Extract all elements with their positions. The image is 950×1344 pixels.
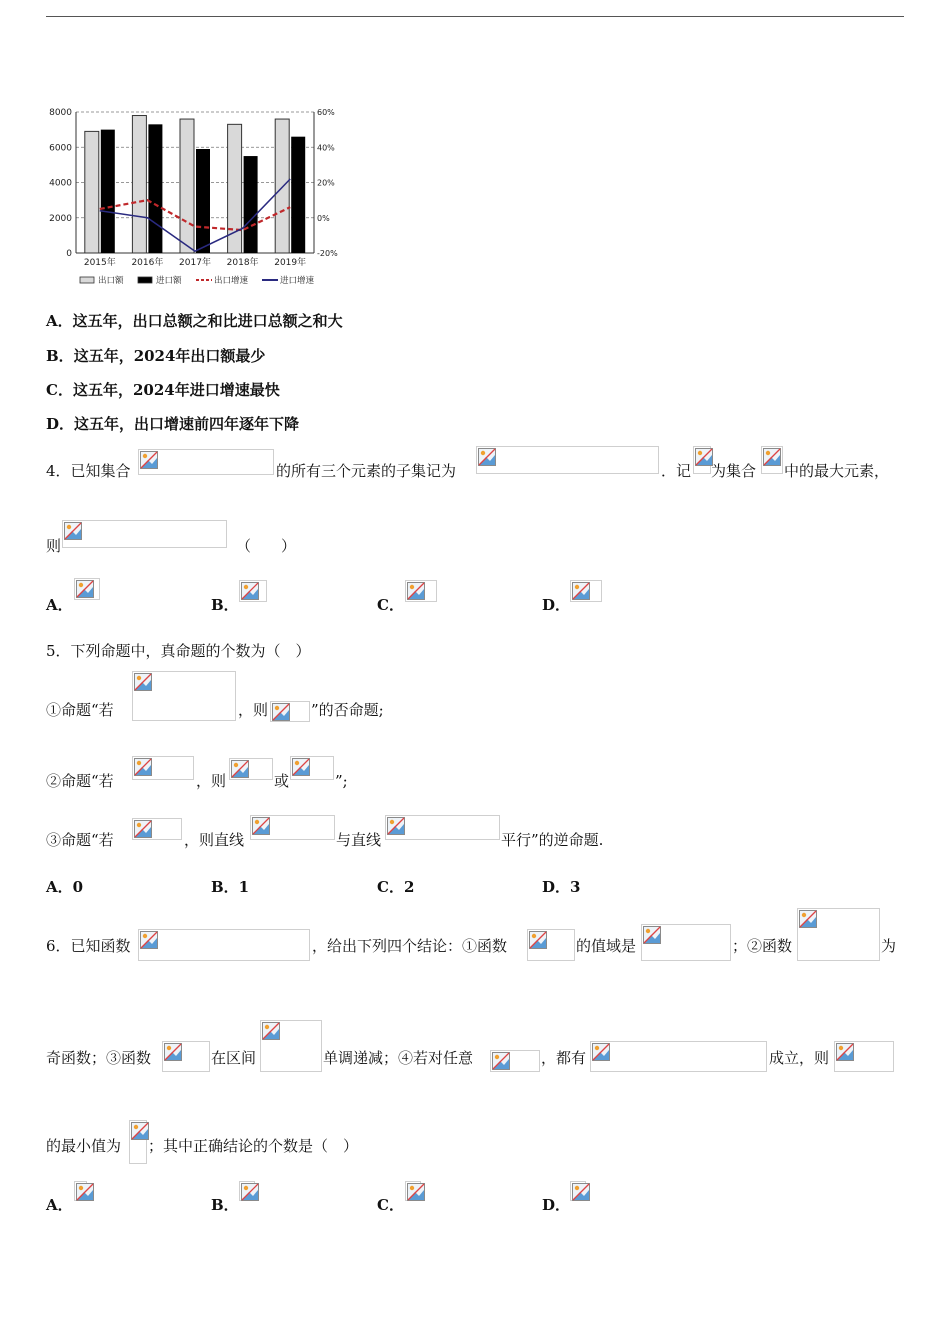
q6-option-d: D． [542, 1196, 571, 1214]
broken-image-icon [163, 1042, 183, 1062]
formula-image [74, 1181, 87, 1201]
y-tick-label: 8000 [49, 108, 72, 118]
broken-image-icon [139, 930, 159, 950]
formula-image [250, 815, 335, 840]
q4-stem-c: ．记 [661, 462, 692, 480]
legend-swatch [80, 277, 94, 283]
bar-export [180, 119, 194, 253]
q3-option-a: A．这五年，出口总额之和比进口总额之和大 [46, 312, 343, 330]
broken-image-icon [528, 930, 548, 950]
q6-l2-a: 奇函数；③函数 [46, 1049, 152, 1067]
legend-label: 出口增速 [214, 276, 249, 286]
y-tick-label: 0 [66, 249, 72, 259]
q5-p3-c: 与直线 [336, 831, 382, 849]
q6-l2-c: 单调递减；④若对任意 [323, 1049, 474, 1067]
formula-image [527, 929, 575, 961]
q4-stem-e: 中的最大元素， [784, 462, 890, 480]
q4-stem-a: 4．已知集合 [46, 462, 131, 480]
line-import-growth [100, 179, 290, 251]
formula-image [132, 756, 194, 780]
broken-image-icon [133, 819, 153, 839]
formula-image [162, 1041, 210, 1072]
x-tick-label: 2018年 [226, 258, 259, 268]
bar-import [244, 156, 258, 253]
broken-image-icon [271, 702, 291, 722]
q6-l1-e: 为 [881, 937, 897, 955]
legend-label: 出口额 [98, 276, 124, 286]
q5-p2-c: 或 [274, 772, 290, 790]
broken-image-icon [230, 759, 250, 779]
y-tick-label-right: -20% [317, 249, 338, 258]
formula-image [590, 1041, 767, 1072]
y-tick-label-right: 40% [317, 143, 335, 153]
q4-option-b: B． [211, 596, 239, 614]
broken-image-icon [130, 1121, 150, 1141]
formula-image [570, 1181, 586, 1201]
x-tick-label: 2015年 [83, 258, 116, 268]
broken-image-icon [251, 816, 271, 836]
q4-option-c: C． [377, 596, 404, 614]
q6-option-c: C． [377, 1196, 404, 1214]
q5-p3-b: ，则直线 [184, 831, 245, 849]
q5-p3-a: ③命题“若 [46, 831, 114, 849]
q4-line2-b: （ ） [236, 537, 297, 555]
bar-export [85, 131, 99, 253]
formula-image [290, 756, 334, 780]
formula-image [132, 818, 182, 840]
q6-l1-b: ，给出下列四个结论：①函数 [312, 937, 508, 955]
formula-image [641, 924, 731, 961]
q5-option-c: C．2 [377, 878, 415, 896]
q6-l3-a: 的最小值为 [46, 1137, 122, 1155]
formula-image [570, 580, 602, 602]
q5-p1-a: ①命题“若 [46, 701, 114, 719]
broken-image-icon [762, 447, 782, 467]
trade-chart [42, 102, 352, 294]
q6-l1-a: 6．已知函数 [46, 937, 131, 955]
q6-option-b: B． [211, 1196, 239, 1214]
y-tick-label: 6000 [49, 143, 72, 154]
q5-p1-b: ，则 [238, 701, 269, 719]
formula-image [62, 520, 227, 548]
header-rule [46, 16, 904, 17]
q6-l1-d: ；②函数 [732, 937, 793, 955]
broken-image-icon [63, 521, 83, 541]
y-tick-label: 4000 [49, 178, 72, 189]
bar-export [228, 124, 242, 253]
formula-image [132, 671, 236, 721]
formula-image [74, 578, 100, 600]
y-tick-label: 2000 [49, 213, 72, 224]
broken-image-icon [240, 1182, 260, 1202]
q6-l2-d: ，都有 [541, 1049, 587, 1067]
broken-image-icon [591, 1042, 611, 1062]
q5-p2-b: ，则 [196, 772, 227, 790]
q4-option-a: A． [46, 596, 73, 614]
x-tick-label: 2016年 [131, 258, 164, 268]
formula-image [405, 1181, 421, 1201]
q6-l1-c: 的值域是 [576, 937, 637, 955]
q5-stem: 5．下列命题中，真命题的个数为（ ） [46, 642, 311, 660]
formula-image [476, 446, 659, 474]
formula-image [138, 449, 274, 475]
x-tick-label: 2017年 [179, 258, 211, 268]
formula-image [385, 815, 500, 840]
broken-image-icon [571, 1182, 591, 1202]
formula-image [405, 580, 437, 602]
bar-import [101, 130, 115, 253]
broken-image-icon [75, 1182, 95, 1202]
broken-image-icon [139, 450, 159, 470]
q5-option-b: B．1 [211, 878, 250, 896]
formula-image [239, 580, 267, 602]
y-tick-label-right: 60% [317, 108, 335, 117]
formula-image [834, 1041, 894, 1072]
broken-image-icon [406, 1182, 426, 1202]
formula-image [797, 908, 880, 961]
q4-option-d: D． [542, 596, 571, 614]
q5-p2-a: ②命题“若 [46, 772, 114, 790]
broken-image-icon [261, 1021, 281, 1041]
q3-option-d: D．这五年，出口增速前四年逐年下降 [46, 415, 300, 433]
bar-export [275, 119, 289, 253]
broken-image-icon [240, 581, 260, 601]
q4-line2-a: 则 [46, 537, 62, 555]
q4-stem-d: 为集合 [711, 462, 757, 480]
legend-swatch [138, 277, 152, 283]
q4-stem-b: 的所有三个元素的子集记为 [276, 462, 457, 480]
q6-l3-b: ；其中正确结论的个数是（ ） [148, 1137, 359, 1155]
q5-p2-d: ”; [335, 772, 348, 790]
q3-option-c: C．这五年，2024年进口增速最快 [46, 381, 280, 399]
bar-import [148, 124, 162, 253]
broken-image-icon [835, 1042, 855, 1062]
broken-image-icon [406, 581, 426, 601]
broken-image-icon [642, 925, 662, 945]
x-tick-label: 2019年 [274, 258, 307, 268]
broken-image-icon [571, 581, 591, 601]
q6-l2-b: 在区间 [211, 1049, 257, 1067]
bar-export [132, 116, 146, 253]
bar-import [196, 149, 210, 253]
q5-option-a: A．0 [46, 878, 84, 896]
formula-image [138, 929, 310, 961]
q5-option-d: D．3 [542, 878, 581, 896]
legend-label: 进口增速 [280, 276, 315, 286]
bar-import [291, 137, 305, 253]
y-tick-label-right: 20% [317, 178, 335, 188]
broken-image-icon [291, 757, 311, 777]
formula-image [693, 446, 711, 474]
q5-p1-c: ”的否命题; [311, 701, 384, 719]
broken-image-icon [75, 579, 95, 599]
formula-image [129, 1120, 147, 1164]
q6-option-a: A． [46, 1196, 73, 1214]
legend-label: 进口额 [156, 276, 182, 286]
formula-image [270, 701, 310, 722]
q5-p3-d: 平行”的逆命题. [501, 831, 604, 849]
formula-image [239, 1181, 255, 1201]
broken-image-icon [477, 447, 497, 467]
formula-image [260, 1020, 322, 1072]
broken-image-icon [386, 816, 406, 836]
broken-image-icon [798, 909, 818, 929]
broken-image-icon [133, 672, 153, 692]
formula-image [229, 758, 273, 780]
broken-image-icon [133, 757, 153, 777]
y-tick-label-right: 0% [317, 213, 330, 223]
q6-l2-e: 成立，则 [769, 1049, 830, 1067]
formula-image [761, 446, 783, 474]
q3-option-b: B．这五年，2024年出口额最少 [46, 347, 266, 365]
broken-image-icon [491, 1051, 511, 1071]
formula-image [490, 1050, 540, 1072]
